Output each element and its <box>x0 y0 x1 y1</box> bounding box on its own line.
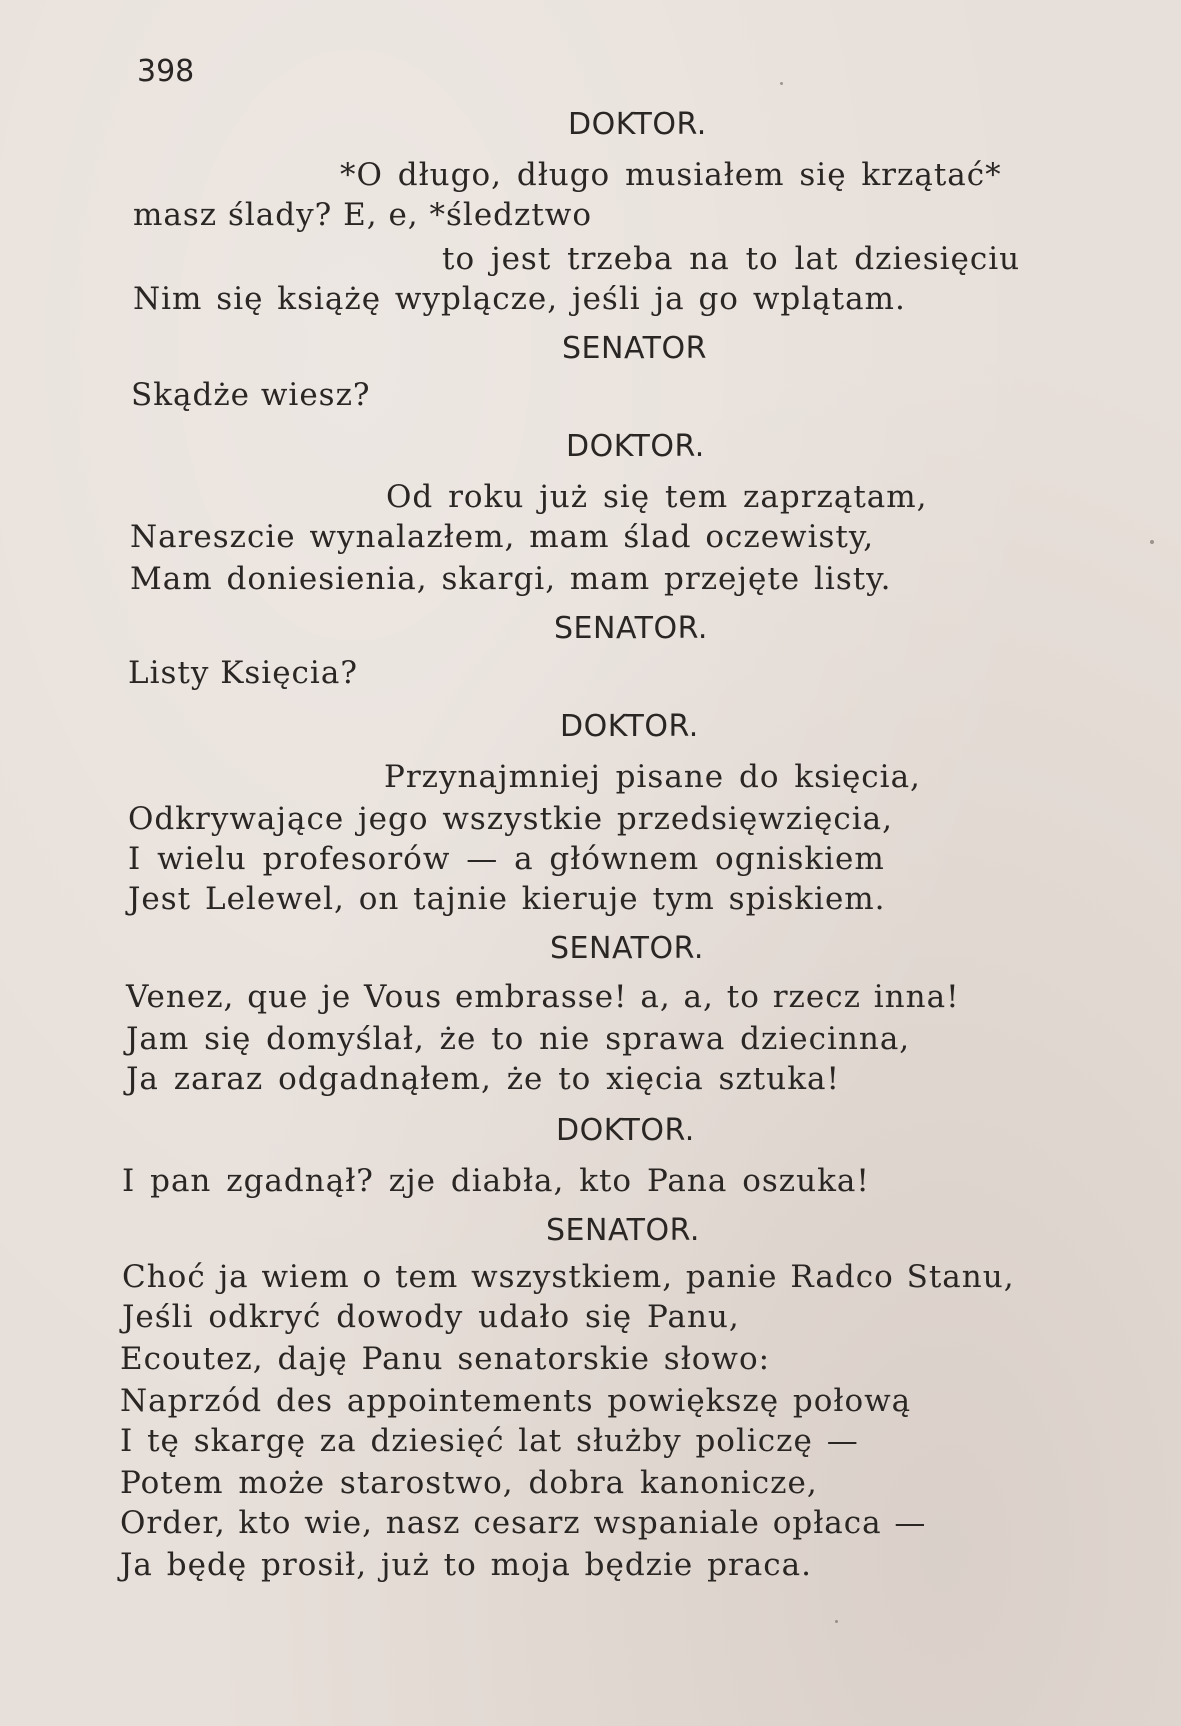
verse-line: I wielu profesorów — a głównem ogniskiem <box>128 841 885 877</box>
verse-line: I pan zgadnął? zje diabła, kto Pana oszuka! <box>122 1163 870 1199</box>
verse-line: Nareszcie wynalazłem, mam ślad oczewisty, <box>130 519 875 555</box>
speaker-heading: DOKTOR. <box>556 1113 695 1148</box>
verse-line: Mam doniesienia, skargi, mam przejęte listy. <box>130 561 892 597</box>
verse-line: Skądże wiesz? <box>131 377 371 413</box>
verse-line: masz ślady? E, e, *śledztwo <box>133 197 593 233</box>
verse-line: Ecoutez, daję Panu senatorskie słowo: <box>120 1341 771 1377</box>
speaker-heading: SENATOR. <box>546 1213 700 1248</box>
verse-line: Order, kto wie, nasz cesarz wspaniale opłaca — <box>120 1505 927 1541</box>
page-number: 398 <box>137 54 195 89</box>
speaker-heading: DOKTOR. <box>560 709 699 744</box>
paper-speck <box>835 1620 838 1623</box>
verse-line: Naprzód des appointements powiększę połową <box>120 1383 912 1419</box>
verse-line: to jest trzeba na to lat dziesięciu <box>442 241 1021 277</box>
verse-line: Jam się domyślał, że to nie sprawa dziecinna, <box>126 1021 911 1057</box>
speaker-heading: DOKTOR. <box>566 429 705 464</box>
speaker-heading: SENATOR <box>562 331 707 366</box>
speaker-heading: DOKTOR. <box>568 107 707 142</box>
paper-speck <box>1150 540 1154 544</box>
verse-line: Choć ja wiem o tem wszystkiem, panie Radco Stanu, <box>122 1259 1015 1295</box>
verse-line: I tę skargę za dziesięć lat służby policzę — <box>120 1423 859 1459</box>
verse-line: Venez, que je Vous embrasse! a, a, to rzecz inna! <box>126 979 960 1015</box>
verse-line: Odkrywające jego wszystkie przedsięwzięcia, <box>128 801 894 837</box>
speaker-heading: SENATOR. <box>554 611 708 646</box>
verse-line: Od roku już się tem zaprzątam, <box>386 479 928 515</box>
verse-line: Listy Księcia? <box>128 655 358 691</box>
verse-line: Jeśli odkryć dowody udało się Panu, <box>122 1299 740 1335</box>
paper-speck <box>780 82 783 85</box>
verse-line: Ja zaraz odgadnąłem, że to xięcia sztuka! <box>126 1061 840 1097</box>
verse-line: Nim się książę wyplącze, jeśli ja go wplątam. <box>133 281 906 317</box>
verse-line: *O długo, długo musiałem się krzątać* <box>340 157 1002 193</box>
verse-line: Ja będę prosił, już to moja będzie praca. <box>120 1547 812 1583</box>
verse-line: Potem może starostwo, dobra kanonicze, <box>120 1465 818 1501</box>
verse-line: Jest Lelewel, on tajnie kieruje tym spiskiem. <box>128 881 886 917</box>
verse-line: Przynajmniej pisane do księcia, <box>384 759 921 795</box>
speaker-heading: SENATOR. <box>550 931 704 966</box>
